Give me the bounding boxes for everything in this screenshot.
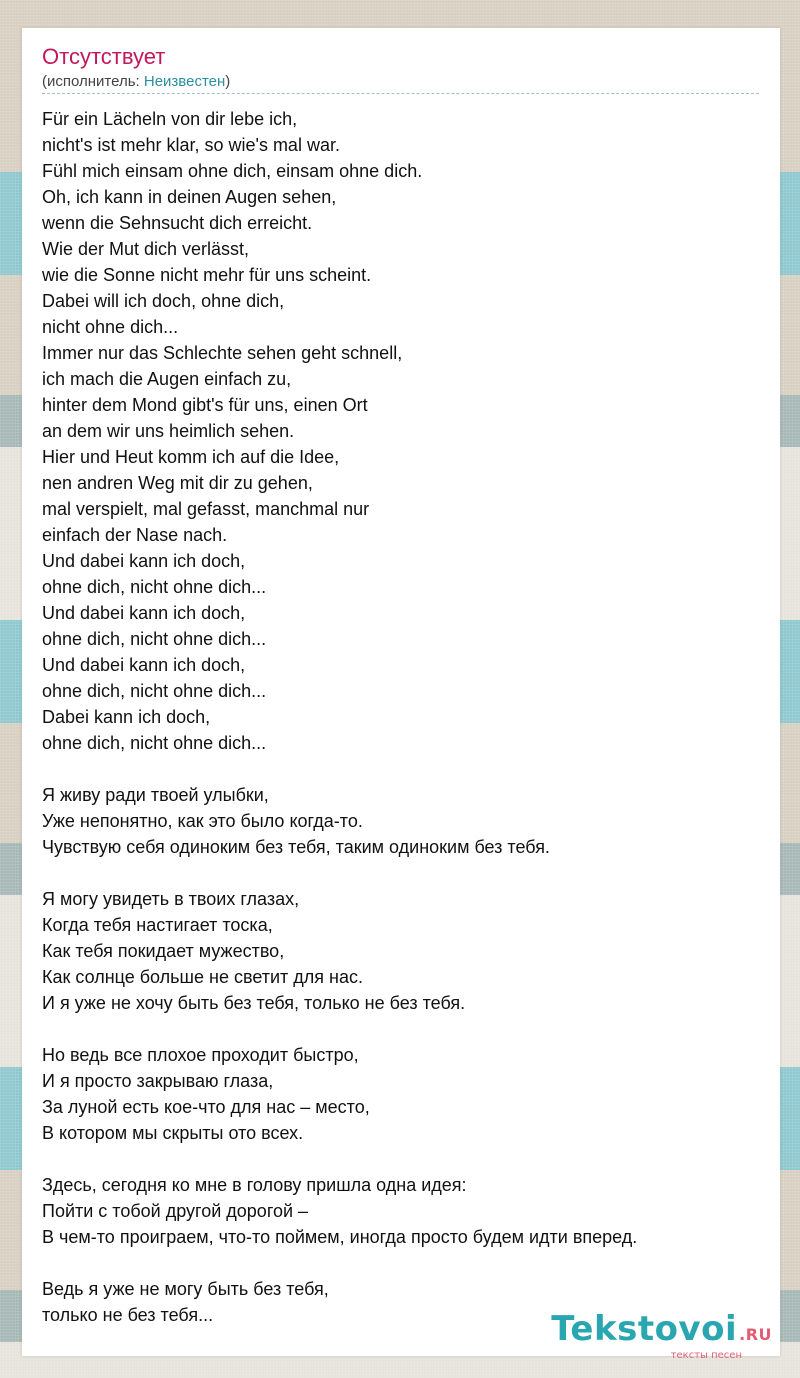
lyric-line: Und dabei kann ich doch,: [42, 551, 246, 571]
lyric-line: В чем-то проиграем, что-то поймем, иногда просто будем идти вперед.: [42, 1227, 638, 1247]
logo-name: Tekstovoi: [551, 1309, 738, 1349]
lyric-line: Immer nur das Schlechte sehen geht schnell,: [42, 343, 403, 363]
lyric-line: Für ein Lächeln von dir lebe ich,: [42, 109, 298, 129]
lyric-line: ohne dich, nicht ohne dich...: [42, 733, 267, 753]
lyric-line: И я уже не хочу быть без тебя, только не без тебя.: [42, 993, 466, 1013]
lyric-line: ohne dich, nicht ohne dich...: [42, 681, 267, 701]
lyric-line: Уже непонятно, как это было когда-то.: [42, 811, 363, 831]
lyric-line: Пойти с тобой другой дорогой –: [42, 1201, 309, 1221]
lyrics-card: [22, 28, 780, 1356]
lyric-line: За луной есть кое-что для нас – место,: [42, 1097, 370, 1117]
lyric-line: Как солнце больше не светит для нас.: [42, 967, 363, 987]
lyric-line: ohne dich, nicht ohne dich...: [42, 577, 267, 597]
lyric-line: Я живу ради твоей улыбки,: [42, 785, 269, 805]
lyric-line: Wie der Mut dich verlässt,: [42, 239, 250, 259]
lyric-line: В котором мы скрыты ото всех.: [42, 1123, 304, 1143]
site-logo[interactable]: [551, 1309, 772, 1362]
lyric-spacer: [42, 756, 762, 782]
artist-prefix: (исполнитель:: [42, 73, 144, 90]
lyric-line: И я просто закрываю глаза,: [42, 1071, 274, 1091]
song-meta: [42, 73, 759, 94]
lyric-line: mal verspielt, mal gefasst, manchmal nur: [42, 499, 370, 519]
lyric-line: Чувствую себя одиноким без тебя, таким одиноким без тебя.: [42, 837, 550, 857]
lyric-line: Und dabei kann ich doch,: [42, 603, 246, 623]
lyric-line: только не без тебя...: [42, 1305, 214, 1325]
lyrics-text: [42, 106, 762, 1328]
lyric-line: Но ведь все плохое проходит быстро,: [42, 1045, 359, 1065]
lyric-line: ich mach die Augen einfach zu,: [42, 369, 292, 389]
lyric-line: Я могу увидеть в твоих глазах,: [42, 889, 300, 909]
lyric-line: Когда тебя настигает тоска,: [42, 915, 273, 935]
lyric-line: an dem wir uns heimlich sehen.: [42, 421, 295, 441]
lyric-line: hinter dem Mond gibt's für uns, einen Ort: [42, 395, 368, 415]
lyric-line: Как тебя покидает мужество,: [42, 941, 285, 961]
lyric-line: Dabei kann ich doch,: [42, 707, 211, 727]
lyric-line: Здесь, сегодня ко мне в голову пришла одна идея:: [42, 1175, 467, 1195]
lyric-line: ohne dich, nicht ohne dich...: [42, 629, 267, 649]
lyric-line: Hier und Heut komm ich auf die Idee,: [42, 447, 340, 467]
lyric-line: Ведь я уже не могу быть без тебя,: [42, 1279, 329, 1299]
lyric-line: wie die Sonne nicht mehr für uns scheint.: [42, 265, 372, 285]
lyric-line: nen andren Weg mit dir zu gehen,: [42, 473, 313, 493]
artist-link[interactable]: Неизвестен: [143, 73, 226, 90]
lyric-line: wenn die Sehnsucht dich erreicht.: [42, 213, 313, 233]
lyric-line: Dabei will ich doch, ohne dich,: [42, 291, 285, 311]
lyric-line: einfach der Nase nach.: [42, 525, 228, 545]
song-title: Отсутствует: [42, 44, 166, 69]
artist-suffix: ): [225, 73, 231, 90]
logo-tagline: тексты песен: [670, 1350, 742, 1361]
lyric-spacer: [42, 1146, 762, 1172]
lyric-line: nicht ohne dich...: [42, 317, 179, 337]
lyric-line: Fühl mich einsam ohne dich, einsam ohne dich.: [42, 161, 423, 181]
lyric-spacer: [42, 1016, 762, 1042]
lyric-line: Und dabei kann ich doch,: [42, 655, 246, 675]
lyric-line: Oh, ich kann in deinen Augen sehen,: [42, 187, 337, 207]
lyric-spacer: [42, 1250, 762, 1276]
lyric-line: nicht's ist mehr klar, so wie's mal war.: [42, 135, 340, 155]
logo-tld: .RU: [739, 1325, 772, 1344]
lyric-spacer: [42, 860, 762, 886]
